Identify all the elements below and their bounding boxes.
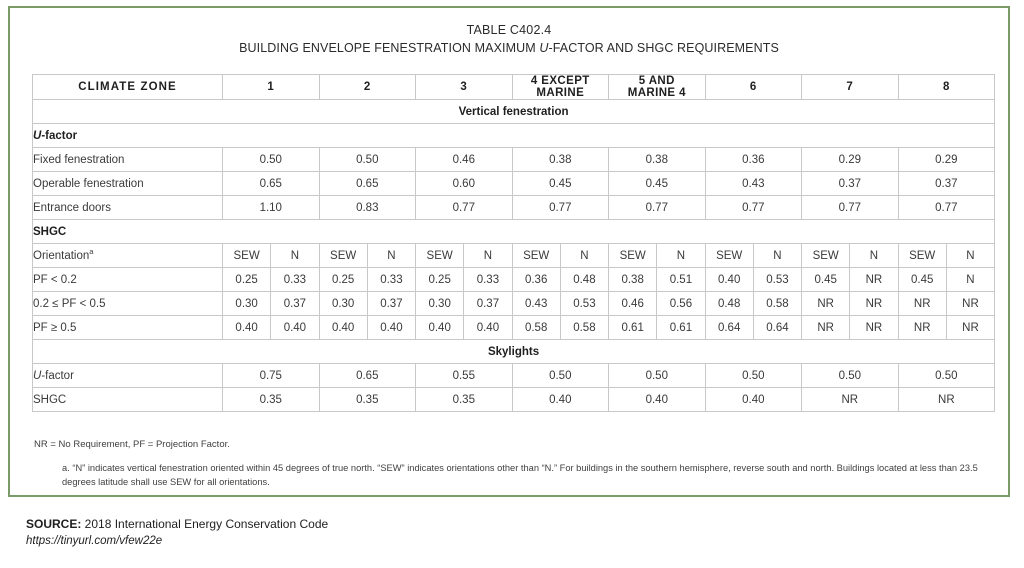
table-title-post: -FACTOR AND SHGC REQUIREMENTS (548, 41, 779, 55)
cell-sky-u-z7: 0.50 (802, 364, 899, 388)
subsection-label-ufactor-u: U (33, 129, 42, 142)
zone-header-1-line1: 1 (267, 81, 275, 93)
zone-header-6-line1: 6 (749, 81, 757, 93)
cell-sky-shgc-z7: NR (802, 388, 899, 412)
cell-pf3-c5: 0.40 (464, 316, 512, 340)
orient-header-6-n: N (753, 244, 801, 268)
cell-entrance-z5: 0.77 (609, 196, 706, 220)
cell-sky-shgc-z4: 0.40 (512, 388, 609, 412)
cell-pf1-c4: 0.25 (416, 268, 464, 292)
cell-pf2-c13: NR (850, 292, 898, 316)
cell-pf2-c1: 0.37 (271, 292, 319, 316)
cell-sky-shgc-z3: 0.35 (416, 388, 513, 412)
zone-header-8 (898, 75, 995, 100)
zone-header-5-line1: 5 AND (638, 75, 675, 87)
table-container (32, 74, 994, 412)
zone-header-8-line1: 8 (942, 81, 950, 93)
cell-pf2-c4: 0.30 (416, 292, 464, 316)
cell-sky-u-z6: 0.50 (705, 364, 802, 388)
cell-sky-u-z2: 0.65 (319, 364, 416, 388)
orient-header-3-sew: SEW (416, 244, 464, 268)
table-title-block (10, 8, 1008, 58)
section-row-skylights (33, 340, 995, 364)
orientation-text: Orientation (33, 249, 90, 262)
skylight-ufactor-rest: -factor (41, 369, 74, 382)
cell-fixed-z2: 0.50 (319, 148, 416, 172)
cell-pf2-c7: 0.53 (560, 292, 608, 316)
table-row (33, 292, 995, 316)
cell-pf2-c11: 0.58 (753, 292, 801, 316)
cell-fixed-z6: 0.36 (705, 148, 802, 172)
cell-sky-shgc-z1: 0.35 (223, 388, 320, 412)
cell-sky-shgc-z6: 0.40 (705, 388, 802, 412)
cell-operable-z2: 0.65 (319, 172, 416, 196)
cell-pf2-c6: 0.43 (512, 292, 560, 316)
cell-fixed-z3: 0.46 (416, 148, 513, 172)
cell-pf2-c3: 0.37 (367, 292, 415, 316)
zone-header-4 (512, 75, 609, 100)
orient-header-8-n: N (946, 244, 994, 268)
row-label-operable-fenestration: Operable fenestration (33, 172, 223, 196)
zone-header-2 (319, 75, 416, 100)
source-label: SOURCE: (26, 517, 82, 531)
footnote-a-marker: a. (62, 463, 70, 473)
row-label-skylight-shgc: SHGC (33, 388, 223, 412)
cell-pf3-c3: 0.40 (367, 316, 415, 340)
cell-pf2-c8: 0.46 (609, 292, 657, 316)
cell-sky-shgc-z5: 0.40 (609, 388, 706, 412)
source-text: 2018 International Energy Conservation Code (81, 517, 329, 531)
cell-pf1-c9: 0.51 (657, 268, 705, 292)
cell-pf1-c5: 0.33 (464, 268, 512, 292)
cell-entrance-z4: 0.77 (512, 196, 609, 220)
cell-pf3-c2: 0.40 (319, 316, 367, 340)
cell-pf3-c9: 0.61 (657, 316, 705, 340)
orient-header-7-n: N (850, 244, 898, 268)
cell-pf2-c2: 0.30 (319, 292, 367, 316)
orient-header-8-sew: SEW (898, 244, 946, 268)
subsection-label-shgc: SHGC (33, 220, 995, 244)
subsection-row-shgc (33, 220, 995, 244)
zone-header-7-line1: 7 (846, 81, 854, 93)
cell-sky-shgc-z8: NR (898, 388, 995, 412)
cell-fixed-z4: 0.38 (512, 148, 609, 172)
cell-pf3-c0: 0.40 (223, 316, 271, 340)
zone-header-7 (802, 75, 899, 100)
row-label-orientation (33, 244, 223, 268)
cell-pf1-c3: 0.33 (367, 268, 415, 292)
cell-fixed-z5: 0.38 (609, 148, 706, 172)
cell-pf1-c7: 0.48 (560, 268, 608, 292)
zone-header-5-line2: MARINE 4 (627, 87, 686, 99)
cell-fixed-z1: 0.50 (223, 148, 320, 172)
source-url[interactable]: https://tinyurl.com/vfew22e (26, 535, 163, 547)
cell-pf2-c0: 0.30 (223, 292, 271, 316)
cell-entrance-z2: 0.83 (319, 196, 416, 220)
orient-header-4-n: N (560, 244, 608, 268)
cell-sky-u-z5: 0.50 (609, 364, 706, 388)
table-row (33, 148, 995, 172)
cell-pf3-c4: 0.40 (416, 316, 464, 340)
zone-header-4-line2: MARINE (536, 87, 585, 99)
cell-operable-z7: 0.37 (802, 172, 899, 196)
row-label-pf-ge-05: PF ≥ 0.5 (33, 316, 223, 340)
cell-pf2-c15: NR (946, 292, 994, 316)
orient-header-1-sew: SEW (223, 244, 271, 268)
orient-header-5-sew: SEW (609, 244, 657, 268)
cell-fixed-z8: 0.29 (898, 148, 995, 172)
source-block (26, 516, 328, 550)
cell-pf1-c2: 0.25 (319, 268, 367, 292)
table-row (33, 172, 995, 196)
cell-pf3-c1: 0.40 (271, 316, 319, 340)
cell-pf1-c8: 0.38 (609, 268, 657, 292)
footnote-a-line2: located at less than 23.5 degrees latitude shall use SEW for all orientations. (62, 463, 978, 487)
cell-entrance-z6: 0.77 (705, 196, 802, 220)
orient-header-2-sew: SEW (319, 244, 367, 268)
orient-header-1-n: N (271, 244, 319, 268)
cell-pf2-c9: 0.56 (657, 292, 705, 316)
cell-operable-z6: 0.43 (705, 172, 802, 196)
table-number: TABLE C402.4 (466, 23, 552, 37)
cell-pf3-c8: 0.61 (609, 316, 657, 340)
row-label-entrance-doors: Entrance doors (33, 196, 223, 220)
orient-header-5-n: N (657, 244, 705, 268)
cell-pf1-c1: 0.33 (271, 268, 319, 292)
table-body (33, 75, 995, 412)
table-title-u: U (539, 41, 549, 55)
row-label-pf-02-05: 0.2 ≤ PF < 0.5 (33, 292, 223, 316)
cell-entrance-z7: 0.77 (802, 196, 899, 220)
zone-header-5 (609, 75, 706, 100)
source-line (26, 516, 328, 533)
climate-zone-header-row (33, 75, 995, 100)
orient-header-3-n: N (464, 244, 512, 268)
table-row (33, 196, 995, 220)
cell-pf3-c10: 0.64 (705, 316, 753, 340)
subsection-label-ufactor (33, 124, 995, 148)
cell-pf1-c6: 0.36 (512, 268, 560, 292)
table-row (33, 364, 995, 388)
cell-pf2-c10: 0.48 (705, 292, 753, 316)
cell-pf2-c14: NR (898, 292, 946, 316)
section-row-vertical-fenestration (33, 100, 995, 124)
footnotes-block (34, 438, 994, 489)
cell-operable-z4: 0.45 (512, 172, 609, 196)
cell-pf1-c12: 0.45 (802, 268, 850, 292)
orient-header-2-n: N (367, 244, 415, 268)
cell-pf3-c11: 0.64 (753, 316, 801, 340)
cell-pf3-c7: 0.58 (560, 316, 608, 340)
section-label-vertical-fenestration: Vertical fenestration (33, 100, 995, 124)
orient-header-4-sew: SEW (512, 244, 560, 268)
footnote-a (62, 462, 992, 489)
cell-fixed-z7: 0.29 (802, 148, 899, 172)
zone-header-3 (416, 75, 513, 100)
cell-pf1-c15: N (946, 268, 994, 292)
cell-operable-z1: 0.65 (223, 172, 320, 196)
table-row (33, 388, 995, 412)
fenestration-table (32, 74, 995, 412)
cell-entrance-z1: 1.10 (223, 196, 320, 220)
orientation-header-row (33, 244, 995, 268)
footnote-legend: NR = No Requirement, PF = Projection Factor. (34, 439, 230, 450)
zone-header-2-line1: 2 (363, 81, 371, 93)
cell-sky-u-z1: 0.75 (223, 364, 320, 388)
zone-header-1 (223, 75, 320, 100)
cell-pf2-c12: NR (802, 292, 850, 316)
orientation-footnote-marker: a (89, 246, 94, 256)
table-title-pre: BUILDING ENVELOPE FENESTRATION MAXIMUM (239, 41, 540, 55)
cell-pf3-c6: 0.58 (512, 316, 560, 340)
cell-pf1-c0: 0.25 (223, 268, 271, 292)
cell-pf3-c14: NR (898, 316, 946, 340)
cell-pf1-c14: 0.45 (898, 268, 946, 292)
cell-sky-u-z4: 0.50 (512, 364, 609, 388)
cell-pf3-c12: NR (802, 316, 850, 340)
cell-sky-u-z8: 0.50 (898, 364, 995, 388)
row-label-pf-lt-02: PF < 0.2 (33, 268, 223, 292)
zone-header-4-line1: 4 EXCEPT (530, 75, 590, 87)
cell-pf3-c15: NR (946, 316, 994, 340)
cell-sky-u-z3: 0.55 (416, 364, 513, 388)
cell-pf2-c5: 0.37 (464, 292, 512, 316)
climate-zone-label: CLIMATE ZONE (33, 75, 223, 100)
subsection-row-ufactor (33, 124, 995, 148)
section-label-skylights: Skylights (33, 340, 995, 364)
subsection-label-ufactor-rest: -factor (41, 129, 78, 142)
cell-sky-shgc-z2: 0.35 (319, 388, 416, 412)
row-label-skylight-ufactor (33, 364, 223, 388)
cell-pf3-c13: NR (850, 316, 898, 340)
cell-pf1-c13: NR (850, 268, 898, 292)
table-title (10, 39, 1008, 58)
zone-header-6 (705, 75, 802, 100)
cell-operable-z8: 0.37 (898, 172, 995, 196)
cell-pf1-c11: 0.53 (753, 268, 801, 292)
cell-operable-z5: 0.45 (609, 172, 706, 196)
cell-entrance-z8: 0.77 (898, 196, 995, 220)
row-label-fixed-fenestration: Fixed fenestration (33, 148, 223, 172)
skylight-ufactor-u: U (33, 369, 42, 382)
table-row (33, 268, 995, 292)
table-card (8, 6, 1010, 497)
zone-header-3-line1: 3 (460, 81, 468, 93)
orient-header-6-sew: SEW (705, 244, 753, 268)
cell-pf1-c10: 0.40 (705, 268, 753, 292)
orient-header-7-sew: SEW (802, 244, 850, 268)
cell-entrance-z3: 0.77 (416, 196, 513, 220)
cell-operable-z3: 0.60 (416, 172, 513, 196)
footnote-a-line1: “N” indicates vertical fenestration oriented within 45 degrees of true north. “SEW” indicates orientations other than “N.” For buildings in the southern hemisphere, reverse south and north. Buildings (72, 463, 875, 473)
table-row (33, 316, 995, 340)
